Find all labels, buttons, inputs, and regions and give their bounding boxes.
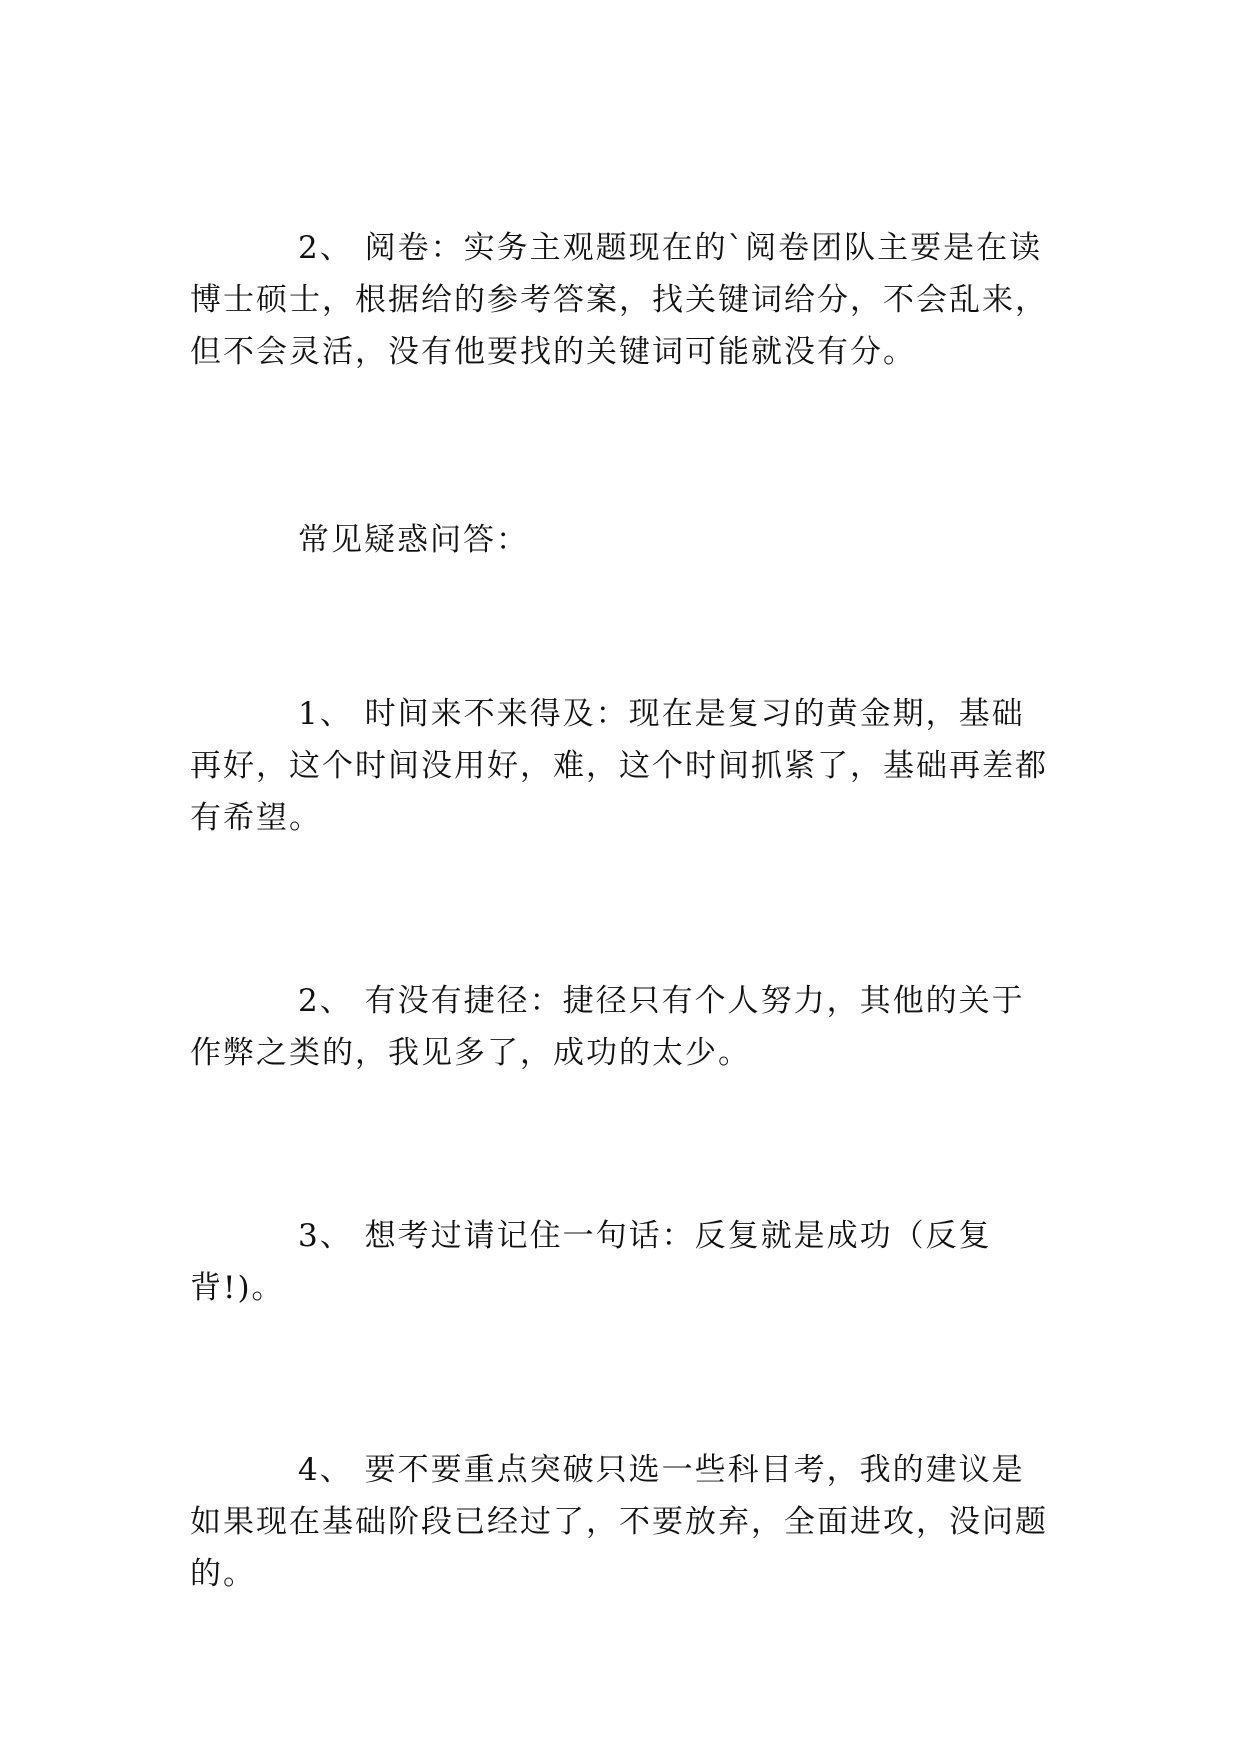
faq-item-time: 1、 时间来不来得及：现在是复习的黄金期，基础再好，这个时间没用好，难，这个时间抓紧了，基础再差都有希望。 [190,696,1048,836]
faq-item-repetition: 3、 想考过请记住一句话：反复就是成功（反复背!)。 [190,1218,992,1306]
faq-item-shortcut: 2、 有没有捷径：捷径只有个人努力，其他的关于作弊之类的，我见多了，成功的太少。 [190,983,1025,1071]
section-heading-faq: 常见疑惑问答： [298,522,529,558]
faq-item-focus: 4、 要不要重点突破只选一些科目考，我的建议是如果现在基础阶段已经过了，不要放弃，全面进攻，没问题的。 [190,1452,1048,1592]
paragraph-grading: 2、 阅卷：实务主观题现在的`阅卷团队主要是在读博士硕士，根据给的参考答案，找关键词给分，不会乱来，但不会灵活，没有他要找的关键词可能就没有分。 [190,230,1048,370]
